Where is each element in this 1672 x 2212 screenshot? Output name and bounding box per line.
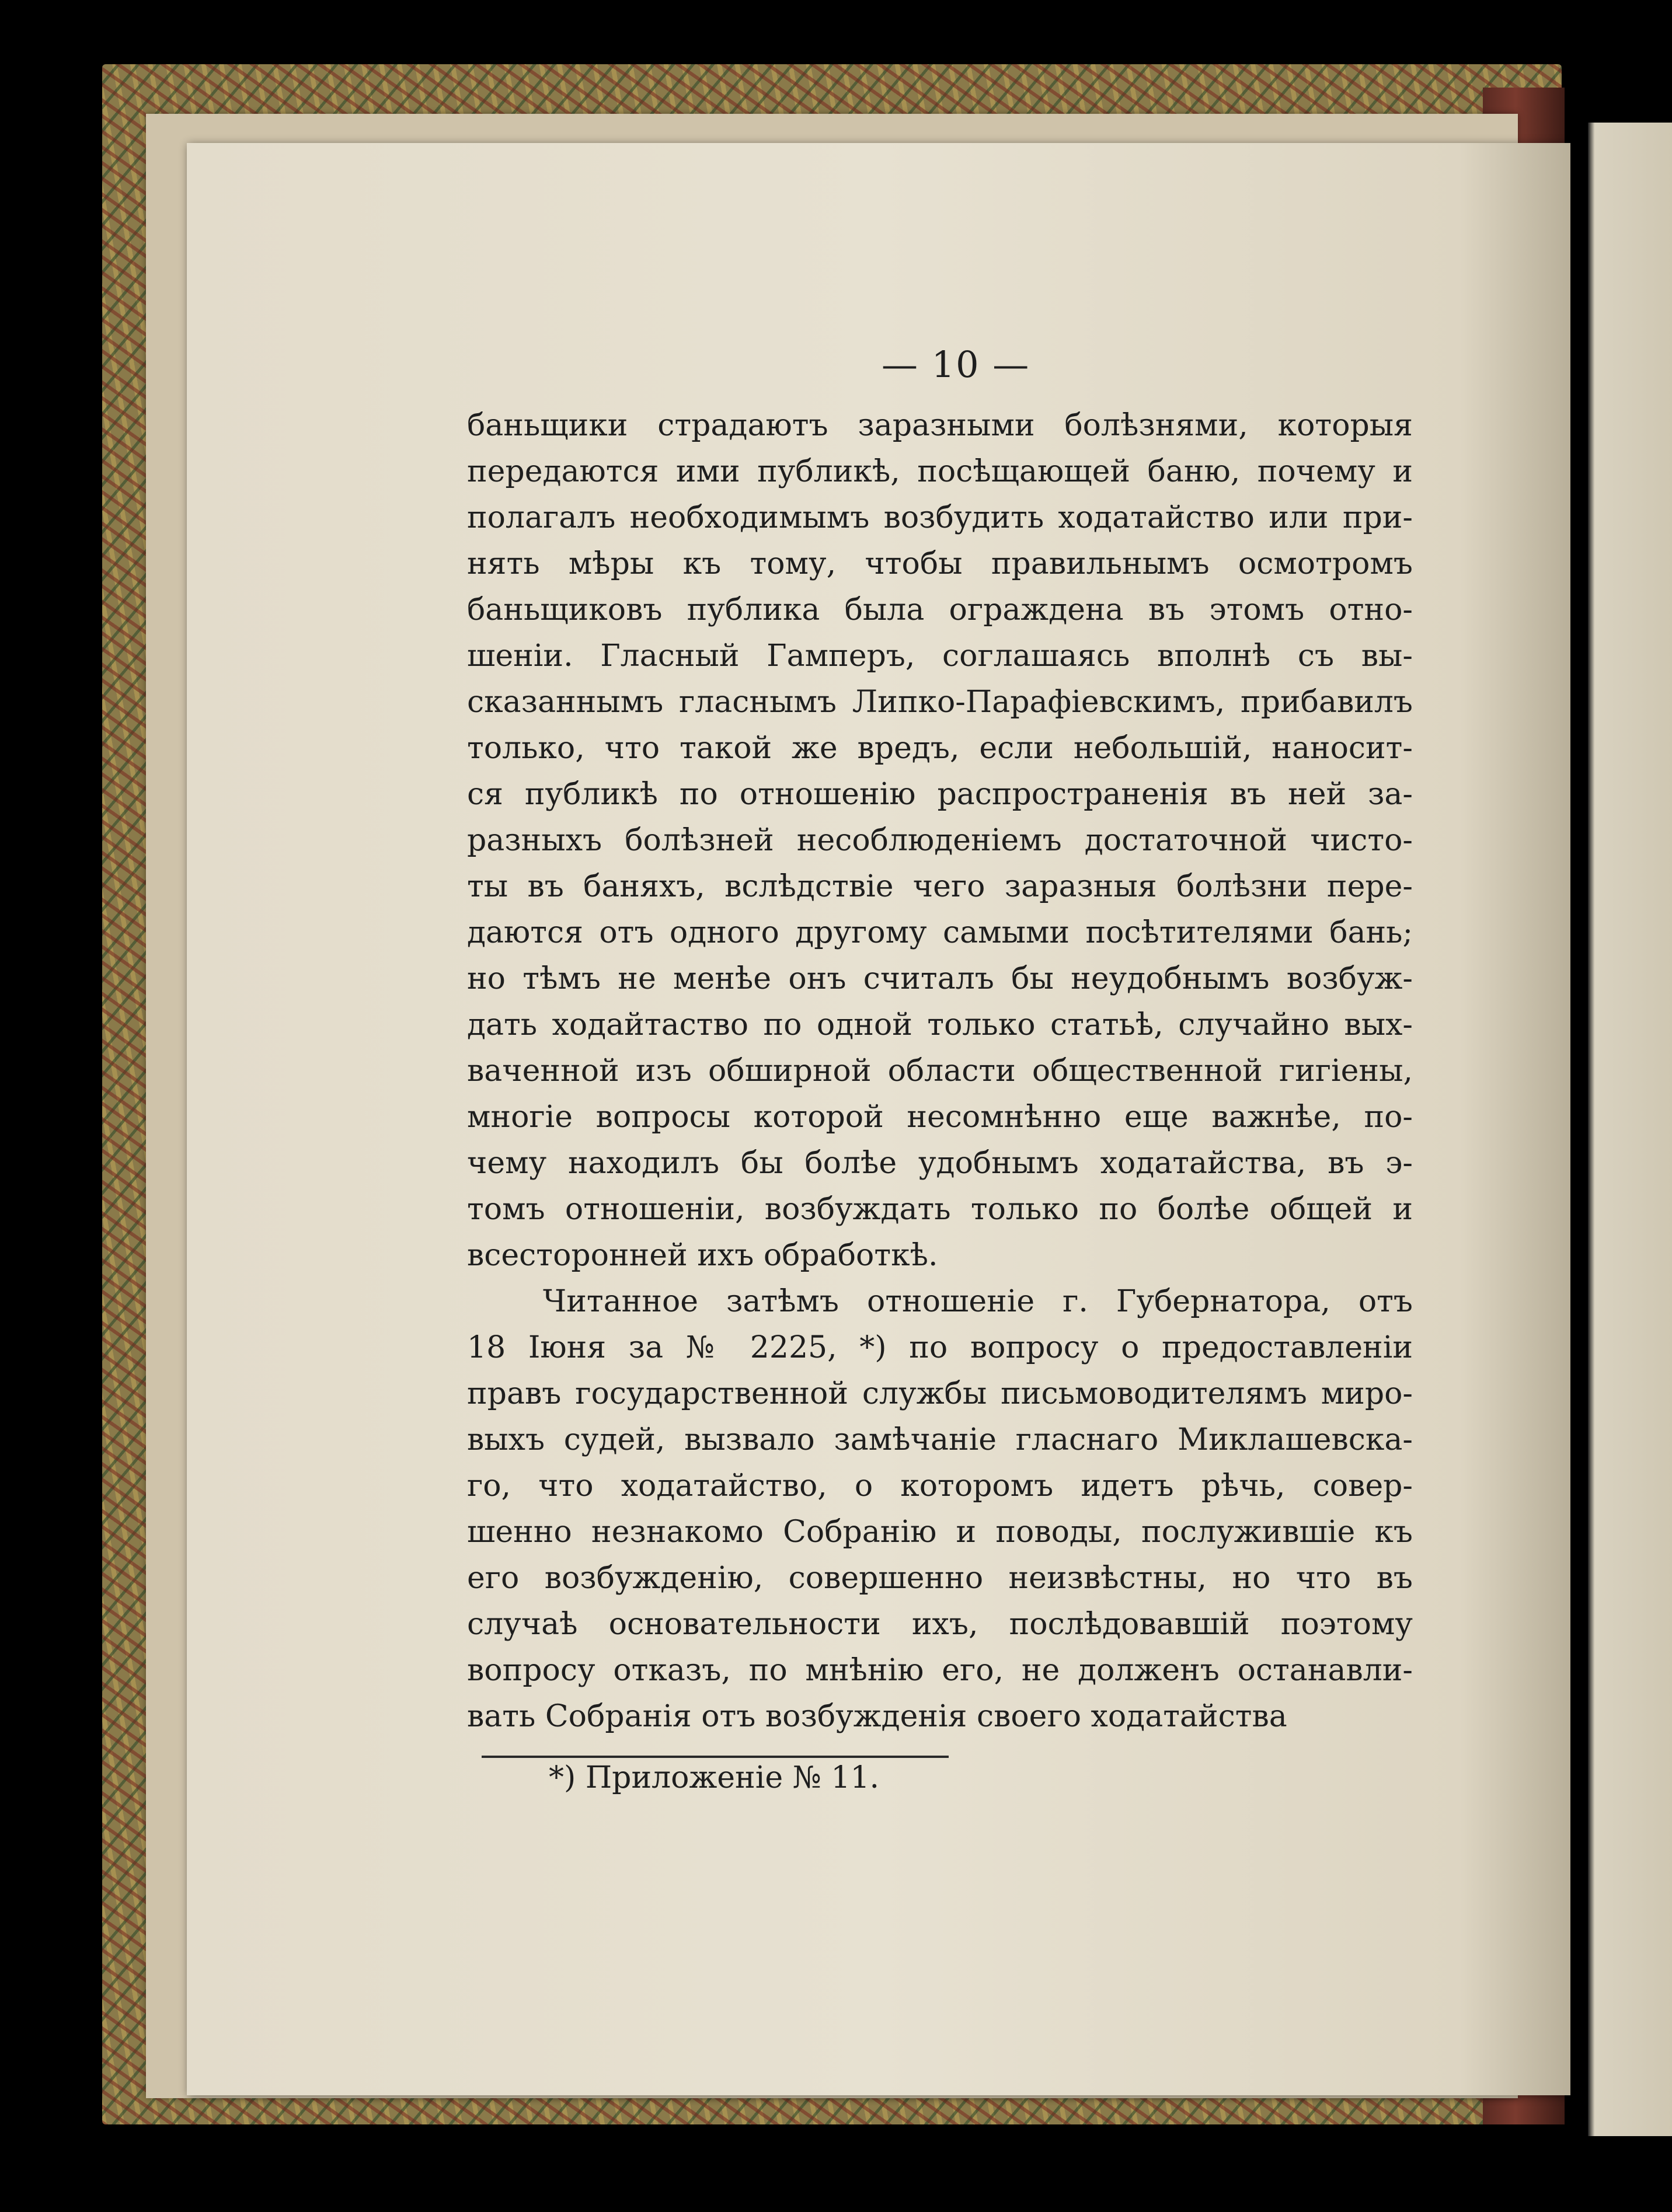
text-line: передаются ими публикѣ, посѣщающей баню, почему и [467, 454, 1413, 489]
text-line: Читанное затѣмъ отношеніе г. Губернатора, отъ [543, 1284, 1413, 1319]
text-line: его возбужденію, совершенно неизвѣстны, но что въ [467, 1561, 1413, 1596]
text-line: многіе вопросы которой несомнѣнно еще важнѣе, по- [467, 1100, 1413, 1135]
text-line: нять мѣры къ тому, чтобы правильнымъ осмотромъ [467, 546, 1413, 581]
next-page-edge [1588, 123, 1672, 2136]
text-line: сказаннымъ гласнымъ Липко-Парафіевскимъ, прибавилъ [467, 685, 1413, 720]
text-line: всесторонней ихъ обработкѣ. [467, 1238, 938, 1273]
text-line: 18 Іюня за № 2225, *) по вопросу о предоставленіи [467, 1330, 1413, 1365]
text-line: только, что такой же вредъ, если небольшій, наносит- [467, 731, 1413, 766]
text-line: чему находилъ бы болѣе удобнымъ ходатайства, въ э- [467, 1146, 1413, 1181]
text-line: правъ государственной службы письмоводителямъ миро- [467, 1376, 1413, 1411]
text-line: полагалъ необходимымъ возбудить ходатайство или при- [467, 500, 1413, 535]
footnote: *) Приложеніе № 11. [549, 1760, 880, 1795]
text-line: вопросу отказъ, по мнѣнію его, не долженъ останавли- [467, 1653, 1413, 1688]
text-line: баньщики страдаютъ заразными болѣзнями, которыя [467, 408, 1413, 443]
text-line: ся публикѣ по отношенію распространенія въ ней за- [467, 777, 1413, 812]
text-line: го, что ходатайство, о которомъ идетъ рѣчь, совер- [467, 1468, 1413, 1503]
text-line: дать ходайтаство по одной только статьѣ, случайно вых- [467, 1007, 1413, 1042]
text-line: выхъ судей, вызвало замѣчаніе гласнаго Миклашевска- [467, 1422, 1413, 1457]
text-line: ты въ баняхъ, вслѣдствіе чего заразныя болѣзни пере- [467, 869, 1413, 904]
body-text [467, 403, 1413, 1740]
text-line: томъ отношеніи, возбуждать только по болѣе общей и [467, 1192, 1413, 1227]
text-line: разныхъ болѣзней несоблюденіемъ достаточной чисто- [467, 823, 1413, 858]
text-line: баньщиковъ публика была ограждена въ этомъ отно- [467, 592, 1413, 627]
text-line: но тѣмъ не менѣе онъ считалъ бы неудобнымъ возбуж- [467, 961, 1413, 996]
text-line: шенно незнакомо Собранію и поводы, послужившіе къ [467, 1515, 1413, 1550]
text-line: случаѣ основательности ихъ, послѣдовавшій поэтому [467, 1607, 1413, 1642]
text-line: вать Собранія отъ возбужденія своего ходатайства [467, 1699, 1287, 1734]
text-line: даются отъ одного другому самыми посѣтителями бань; [467, 915, 1413, 950]
page-number: — 10 — [882, 343, 1030, 386]
text-line: ваченной изъ обширной области общественной гигіены, [467, 1053, 1413, 1088]
text-line: шеніи. Гласный Гамперъ, соглашаясь вполнѣ съ вы- [467, 639, 1413, 674]
footnote-divider [482, 1756, 949, 1758]
